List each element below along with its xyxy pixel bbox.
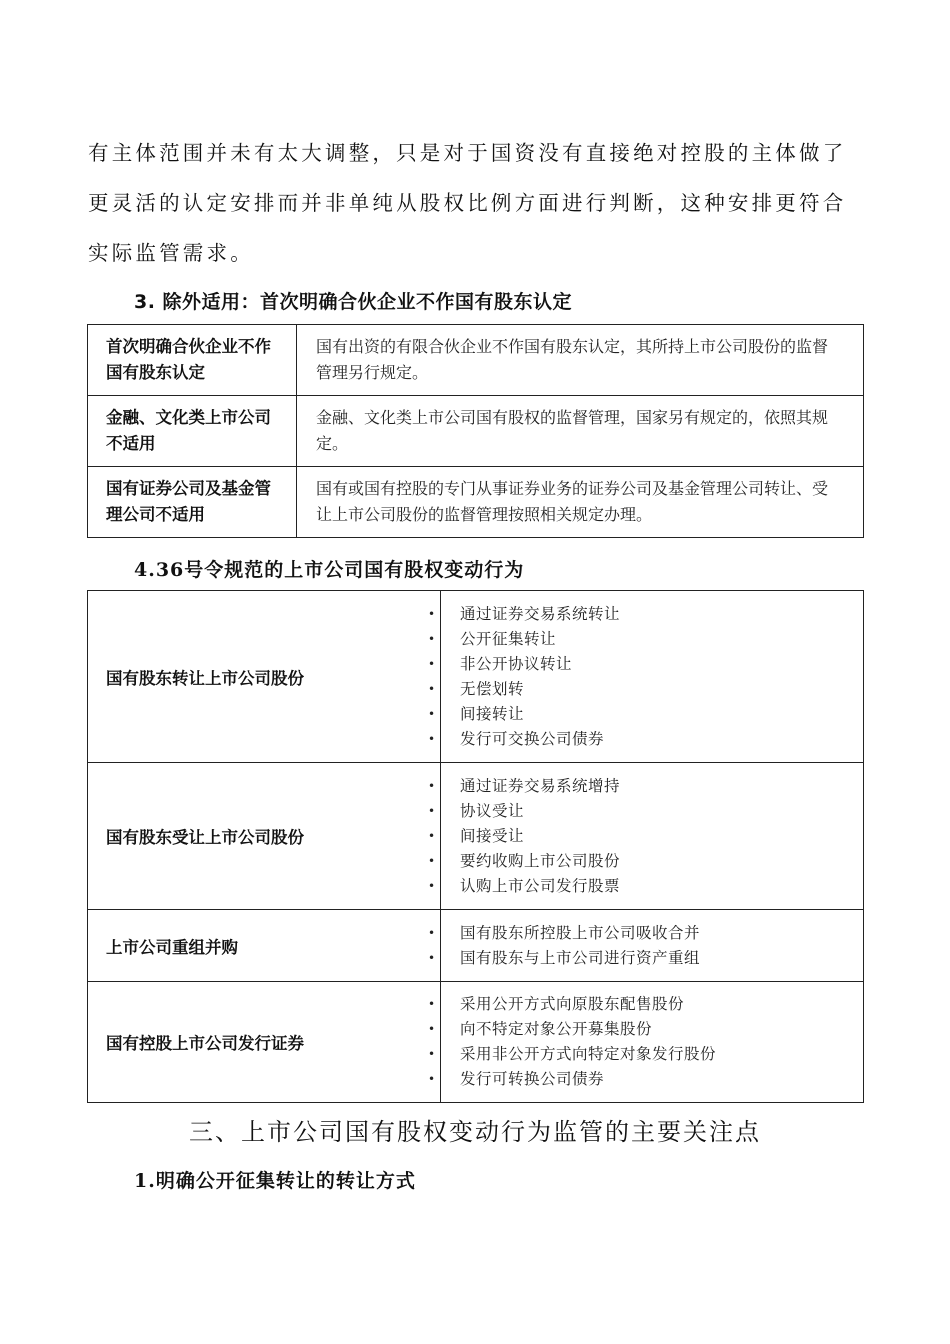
table-row	[88, 325, 864, 396]
list-item: • 非公开协议转让	[441, 652, 863, 677]
row-key: 国有股东转让上市公司股份	[88, 591, 441, 763]
bullet-list	[441, 992, 863, 1092]
table-row	[88, 982, 864, 1103]
row-key: 国有证券公司及基金管理公司不适用	[88, 467, 297, 538]
list-item: • 向不特定对象公开募集股份	[441, 1017, 863, 1042]
row-value: 国有或国有控股的专门从事证券业务的证券公司及基金管理公司转让、受让上市公司股份的监督管理按照相关规定办理。	[297, 467, 864, 538]
equity-change-table	[87, 590, 864, 1103]
list-item: • 间接转让	[441, 702, 863, 727]
list-item: • 无偿划转	[441, 677, 863, 702]
list-item: • 国有股东所控股上市公司吸收合并	[441, 921, 863, 946]
table-row	[88, 763, 864, 910]
table-row	[88, 467, 864, 538]
subsection-1-heading: 1.明确公开征集转让的转让方式	[134, 1170, 416, 1192]
row-key: 国有股东受让上市公司股份	[88, 763, 441, 910]
row-key: 国有控股上市公司发行证券	[88, 982, 441, 1103]
table-row	[88, 591, 864, 763]
list-item: • 发行可交换公司债券	[441, 727, 863, 752]
list-item: • 通过证券交易系统增持	[441, 774, 863, 799]
row-value: 金融、文化类上市公司国有股权的监督管理，国家另有规定的，依照其规定。	[297, 396, 864, 467]
list-item: • 公开征集转让	[441, 627, 863, 652]
list-item: • 采用公开方式向原股东配售股份	[441, 992, 863, 1017]
list-item: • 国有股东与上市公司进行资产重组	[441, 946, 863, 971]
list-item: • 协议受让	[441, 799, 863, 824]
list-item: • 要约收购上市公司股份	[441, 849, 863, 874]
list-item: • 间接受让	[441, 824, 863, 849]
row-value: 国有出资的有限合伙企业不作国有股东认定，其所持上市公司股份的监督管理另行规定。	[297, 325, 864, 396]
row-items	[441, 763, 864, 910]
row-key: 首次明确合伙企业不作国有股东认定	[88, 325, 297, 396]
list-item: • 认购上市公司发行股票	[441, 874, 863, 899]
row-items	[441, 910, 864, 982]
row-items	[441, 982, 864, 1103]
list-item: • 发行可转换公司债券	[441, 1067, 863, 1092]
section-three-title: 三、上市公司国有股权变动行为监管的主要关注点	[189, 1118, 761, 1146]
exclusion-table	[87, 324, 864, 538]
row-key: 上市公司重组并购	[88, 910, 441, 982]
section-3-heading: 3. 除外适用：首次明确合伙企业不作国有股东认定	[134, 291, 573, 313]
row-key: 金融、文化类上市公司不适用	[88, 396, 297, 467]
list-item: • 通过证券交易系统转让	[441, 602, 863, 627]
table-row	[88, 396, 864, 467]
section-4-heading: 4.36号令规范的上市公司国有股权变动行为	[134, 559, 525, 581]
bullet-list	[441, 774, 863, 899]
table-row	[88, 910, 864, 982]
list-item: • 采用非公开方式向特定对象发行股份	[441, 1042, 863, 1067]
bullet-list	[441, 602, 863, 752]
bullet-list	[441, 921, 863, 971]
intro-paragraph: 有主体范围并未有太大调整，只是对于国资没有直接绝对控股的主体做了更灵活的认定安排而并非单纯从股权比例方面进行判断，这种安排更符合实际监管需求。	[88, 141, 847, 265]
row-items	[441, 591, 864, 763]
